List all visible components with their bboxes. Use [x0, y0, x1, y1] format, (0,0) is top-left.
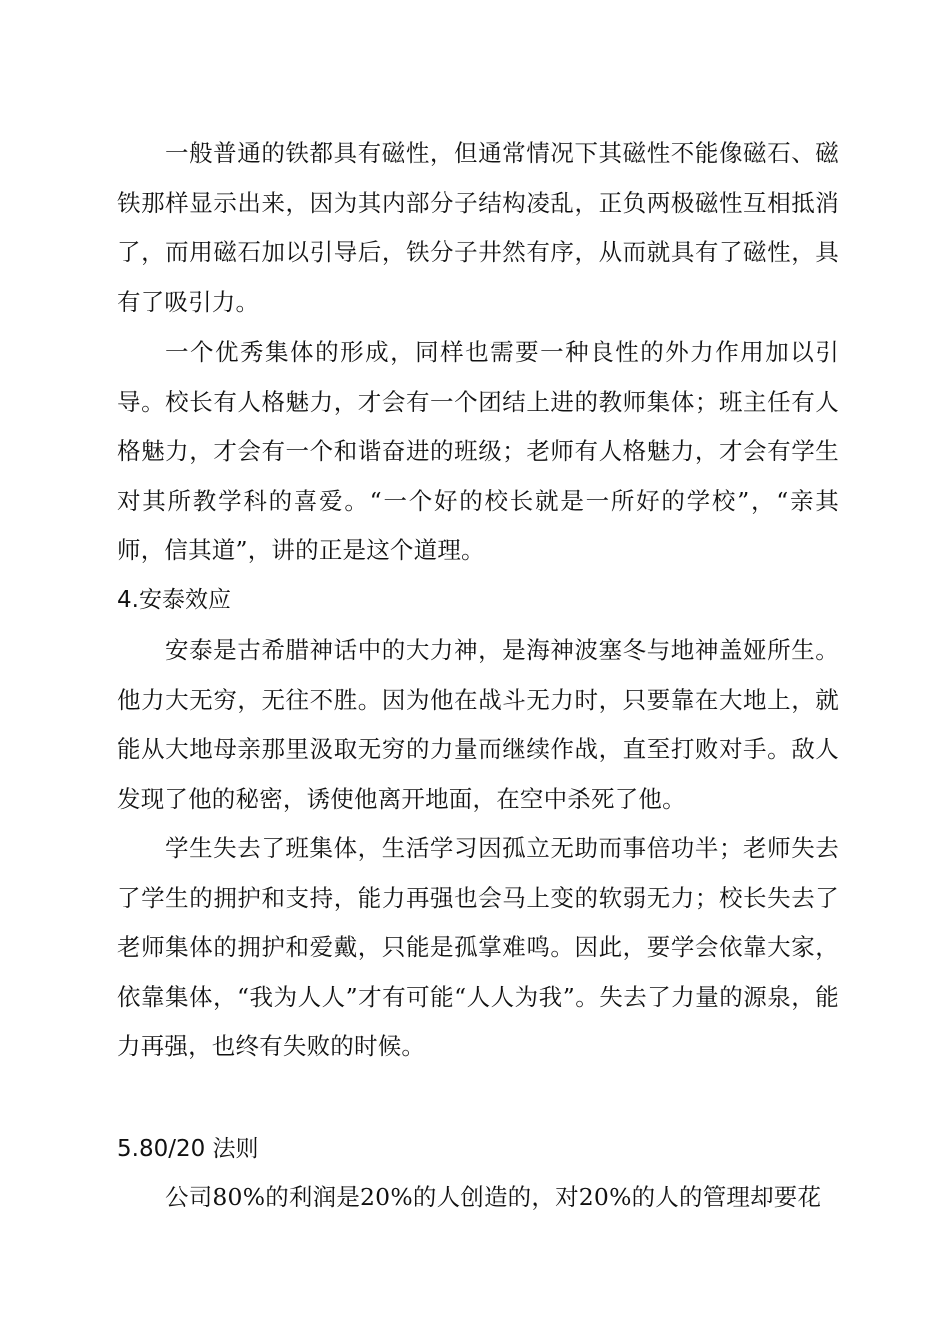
paragraph-antaeus-myth: 安泰是古希腊神话中的大力神，是海神波塞冬与地神盖娅所生。他力大无穷，无往不胜。因为他在战斗无力时，只要靠在大地上，就能从大地母亲那里汲取无穷的力量而继续作战，直至打败对手。敌人发现了他的秘密，诱使他离开地面，在空中杀死了他。	[117, 636, 839, 813]
section-heading-80-20-rule: 5.80/20 法则	[117, 1136, 259, 1162]
paragraph-relying-on-collective: 学生失去了班集体，生活学习因孤立无助而事倍功半；老师失去了学生的拥护和支持，能力再强也会马上变的软弱无力；校长失去了老师集体的拥护和爱戴，只能是孤掌难鸣。因此，要学会依靠大家，依靠集体，“我为人人”才有可能“人人为我”。失去了力量的源泉，能力再强，也终有失败的时候。	[117, 834, 839, 1060]
paragraph-collective-leadership: 一个优秀集体的形成，同样也需要一种良性的外力作用加以引导。校长有人格魅力，才会有一个团结上进的教师集体；班主任有人格魅力，才会有一个和谐奋进的班级；老师有人格魅力，才会有学生对其所教学科的喜爱。“一个好的校长就是一所好的学校”，“亲其师，信其道”，讲的正是这个道理。	[117, 338, 839, 564]
section-heading-antaeus-effect: 4.安泰效应	[117, 587, 231, 613]
paragraph-iron-magnetism: 一般普通的铁都具有磁性，但通常情况下其磁性不能像磁石、磁铁那样显示出来，因为其内部分子结构凌乱，正负两极磁性互相抵消了，而用磁石加以引导后，铁分子井然有序，从而就具有了磁性，具有了吸引力。	[117, 139, 839, 316]
paragraph-80-20-rule: 公司80%的利润是20%的人创造的，对20%的人的管理却要花	[165, 1183, 822, 1211]
